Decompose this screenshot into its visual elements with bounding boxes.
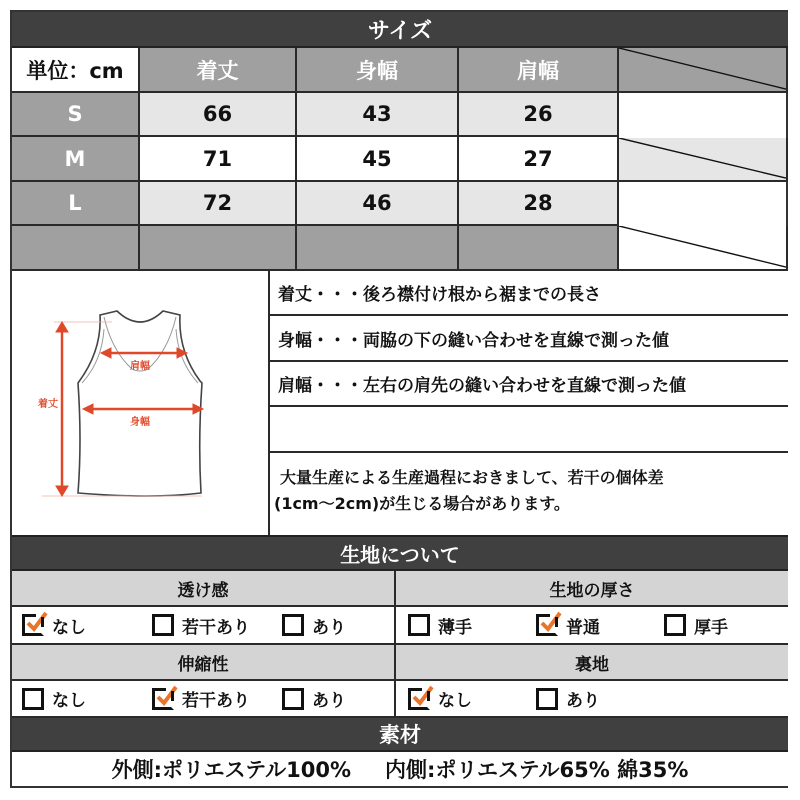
tank-top-illustration (12, 271, 270, 535)
unit-label: 単位：cm (12, 48, 140, 93)
option-lining-yes[interactable]: あり (536, 686, 600, 711)
empty-cell (459, 226, 619, 271)
option-thickness-thick[interactable]: 厚手 (664, 613, 728, 638)
size-section-title: サイズ (12, 12, 788, 48)
empty-cell (140, 226, 297, 271)
group-header-transparency: 透け感 (12, 571, 396, 607)
option-stretch-none[interactable]: なし (22, 686, 86, 711)
checkbox-icon[interactable] (282, 614, 304, 636)
lining-options (396, 681, 788, 718)
empty-size-label (12, 226, 140, 271)
transparency-options (12, 607, 396, 645)
checked-checkbox-icon[interactable] (408, 688, 430, 710)
table-cell: 27 (459, 137, 619, 182)
group-header-lining: 裏地 (396, 645, 788, 681)
column-header-shoulder-width: 肩幅 (459, 48, 619, 93)
description-body-width: 身幅・・・両脇の下の縫い合わせを直線で測った値 (270, 316, 788, 362)
note-line-2: (1cm～2cm)が生じる場合があります。 (274, 494, 570, 513)
size-label-l: L (12, 182, 140, 226)
column-header-body-width: 身幅 (297, 48, 459, 93)
empty-diagonal-cell (619, 138, 788, 182)
option-thickness-normal[interactable]: 普通 (536, 613, 600, 638)
checked-checkbox-icon[interactable] (536, 614, 558, 636)
option-thickness-thin[interactable]: 薄手 (408, 613, 472, 638)
table-cell: 72 (140, 182, 297, 226)
material-composition (12, 752, 788, 788)
garment-diagram (12, 271, 270, 535)
material-section-title: 素材 (12, 718, 788, 752)
description-length: 着丈・・・後ろ襟付け根から裾までの長さ (270, 271, 788, 316)
material-inner: 内側:ポリエステル65% 綿35% (385, 758, 689, 782)
checkbox-icon[interactable] (22, 688, 44, 710)
material-outer: 外側:ポリエステル100% (111, 758, 352, 782)
description-empty (270, 407, 788, 453)
table-cell: 26 (459, 93, 619, 137)
option-lining-none[interactable]: なし (408, 686, 472, 711)
table-cell: 46 (297, 182, 459, 226)
fabric-section-title: 生地について (12, 535, 788, 571)
stretch-options (12, 681, 396, 718)
checked-checkbox-icon[interactable] (22, 614, 44, 636)
checkbox-icon[interactable] (664, 614, 686, 636)
checkbox-icon[interactable] (152, 614, 174, 636)
table-cell: 43 (297, 93, 459, 137)
column-header-length: 着丈 (140, 48, 297, 93)
table-cell: 71 (140, 137, 297, 182)
note-line-1: 大量生産による生産過程におきまして、若干の個体差 (280, 468, 664, 487)
body-width-label: 身幅 (130, 417, 150, 428)
checked-checkbox-icon[interactable] (152, 688, 174, 710)
option-stretch-slight[interactable]: 若干あり (152, 686, 250, 711)
measurement-descriptions (270, 271, 788, 535)
size-label-m: M (12, 137, 140, 182)
option-transparency-slight[interactable]: 若干あり (152, 613, 250, 638)
option-transparency-yes[interactable]: あり (282, 613, 346, 638)
size-label-s: S (12, 93, 140, 137)
group-header-stretch: 伸縮性 (12, 645, 396, 681)
checkbox-icon[interactable] (536, 688, 558, 710)
shoulder-label: 肩幅 (130, 361, 150, 372)
size-variance-note (270, 453, 788, 517)
description-shoulder-width: 肩幅・・・左右の肩先の縫い合わせを直線で測った値 (270, 362, 788, 407)
empty-diagonal-cell (619, 226, 788, 271)
checkbox-icon[interactable] (408, 614, 430, 636)
checkbox-icon[interactable] (282, 688, 304, 710)
thickness-options (396, 607, 788, 645)
table-cell: 28 (459, 182, 619, 226)
option-transparency-none[interactable]: なし (22, 613, 86, 638)
group-header-thickness: 生地の厚さ (396, 571, 788, 607)
empty-cell (297, 226, 459, 271)
empty-diagonal-cell (619, 48, 788, 93)
length-label: 着丈 (38, 399, 58, 410)
table-cell: 66 (140, 93, 297, 137)
option-stretch-yes[interactable]: あり (282, 686, 346, 711)
table-cell: 45 (297, 137, 459, 182)
